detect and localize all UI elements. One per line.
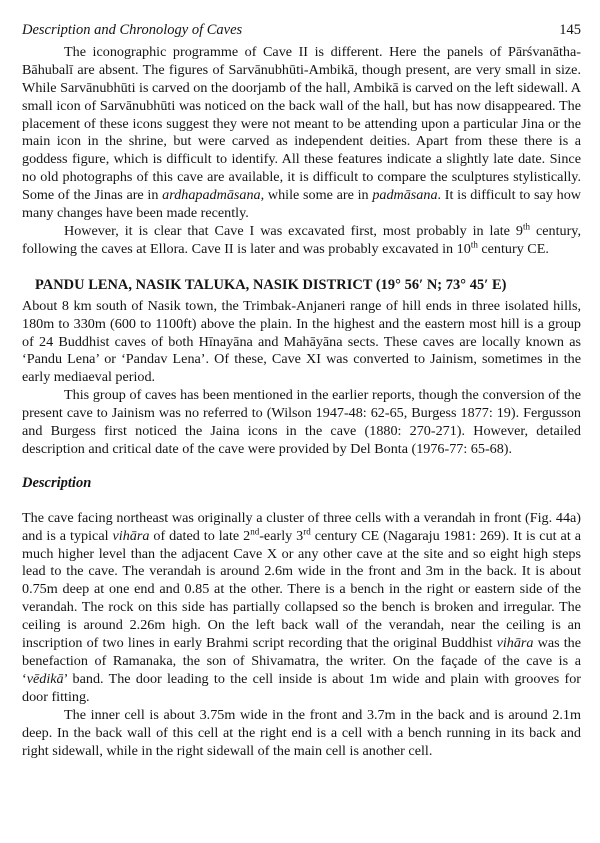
p5-d: century CE (Nagaraju 1981: 269). It is cut at a much higher level than the adjacent Cave X or any other cave at the site and so eight high steps lead to the cave. The verandah is around 2.6m wide in the front and 3m in the back. It is about 0.75m deep at one end and 0.85 at the other. There is a bench in the right or eastern side of the verandah. The rock on this side has partially collapsed so the bench is broken and irregular. The ceiling is around 2.26m high. On the left back wall of the verandah, near the ceiling is an inscription of two lines in early Brahmi script recording that the original Buddhist bbox=[22, 527, 582, 652]
p5-term-vihara-1: vihāra bbox=[112, 527, 150, 544]
p1-end: . It is difficult to say how many changes have been made recently. bbox=[22, 187, 581, 222]
p1-term-ardhapadmasana: ardhapadmāsana bbox=[162, 187, 261, 204]
p2-c: century CE. bbox=[477, 240, 549, 257]
paragraph-cave-description bbox=[22, 510, 581, 707]
p5-a: The cave facing northeast was originally a cluster of three cells with a verandah in front (Fig. 44a) and is a typical bbox=[22, 509, 581, 544]
page-number: 145 bbox=[559, 22, 581, 38]
p5-sup-1: nd bbox=[250, 525, 260, 536]
p1-term-padmasana: padmāsana bbox=[372, 187, 438, 204]
p5-term-vedika: vēdikā bbox=[26, 670, 64, 687]
p5-sup-2: rd bbox=[303, 525, 311, 536]
section-heading: PANDU LENA, NASIK TALUKA, NASIK DISTRICT (19° 56′ N; 73° 45′ E) bbox=[35, 276, 507, 293]
paragraph-pandu-lena-location: About 8 km south of Nasik town, the Trimbak-Anjaneri range of hill ends in three isolated hills, 180m to 330m (600 to 1100ft) above the plain. In the highest and the eastern most hill is a group of 24 Buddhist caves of both Hīnayāna and Mahāyāna sects. These caves are locally known as ‘Pandu Lena’ or ‘Pandav Lena’. Of these, Cave XI was converted to Jainism, sometimes in the early mediaeval period. bbox=[22, 297, 581, 386]
running-header bbox=[22, 22, 581, 40]
paragraph-earlier-reports: This group of caves has been mentioned in the earlier reports, though the conversion of the present cave to Jainism was no referred to (Wilson 1947-48: 62-65, Burgess 1877: 19). Fergusson and Burgess first noticed the Jaina icons in the cave (1880: 270-271). However, detailed description and critical date of the cave were provided by Del Bonta (1976-77: 65-68). bbox=[22, 387, 581, 457]
p5-c: -early 3 bbox=[259, 527, 304, 544]
p2-b: century, following the caves at Ellora. Cave II is later and was probably excavated in 10 bbox=[22, 222, 581, 257]
p2-a: However, it is clear that Cave I was excavated first, most probably in late 9 bbox=[64, 222, 523, 239]
paragraph-inner-cell: The inner cell is about 3.75m wide in the front and 3.7m in the back and is around 2.1m deep. In the back wall of this cell at the right end is a cell with a bench running in its back and right sidewall, while in the right sidewall of the main cell is another cell. bbox=[22, 706, 581, 759]
p5-e: was the benefaction of Ramanaka, the son of Shivamatra, the writer. On the façade of the cave is a ‘ bbox=[22, 635, 581, 687]
paragraph-cave-ii-iconography bbox=[22, 44, 581, 223]
p5-b: of dated to late 2 bbox=[149, 527, 251, 544]
p1-text: The iconographic programme of Cave II is different. Here the panels of Pārśvanātha-Bāhubalī are absent. The figures of Sarvānubhūti-Ambikā, though present, are very small in size. While Sarvānubhūti is carved on the doorjamb of the hall, Ambikā is carved on the left sidewall. A small icon of Sarvānubhūti was noticed on the back wall of the hall, but has now disappeared. The placement of these icons suggest they were not meant to be attending upon a particular Jina or the main icon in the shrine, but were carved as independent deities. Apart from these there is a goddess figure, which is difficult to identify. All these features indicate a slightly late date. Since no old photographs of this cave are available, it is difficult to compare the sculptures stylistically. Some of the Jinas are in bbox=[22, 43, 581, 204]
subheading-description: Description bbox=[22, 474, 92, 491]
running-title: Description and Chronology of Caves bbox=[22, 22, 243, 38]
p5-term-vihara-2: vihāra bbox=[496, 635, 534, 652]
p1-mid: , while some are in bbox=[260, 187, 373, 204]
paragraph-cave-chronology bbox=[22, 223, 581, 259]
p2-sup-1: th bbox=[523, 221, 531, 232]
p5-f: ’ band. The door leading to the cell inside is about 1m wide and plain with grooves for door fitting. bbox=[22, 670, 581, 705]
p2-sup-2: th bbox=[470, 239, 478, 250]
